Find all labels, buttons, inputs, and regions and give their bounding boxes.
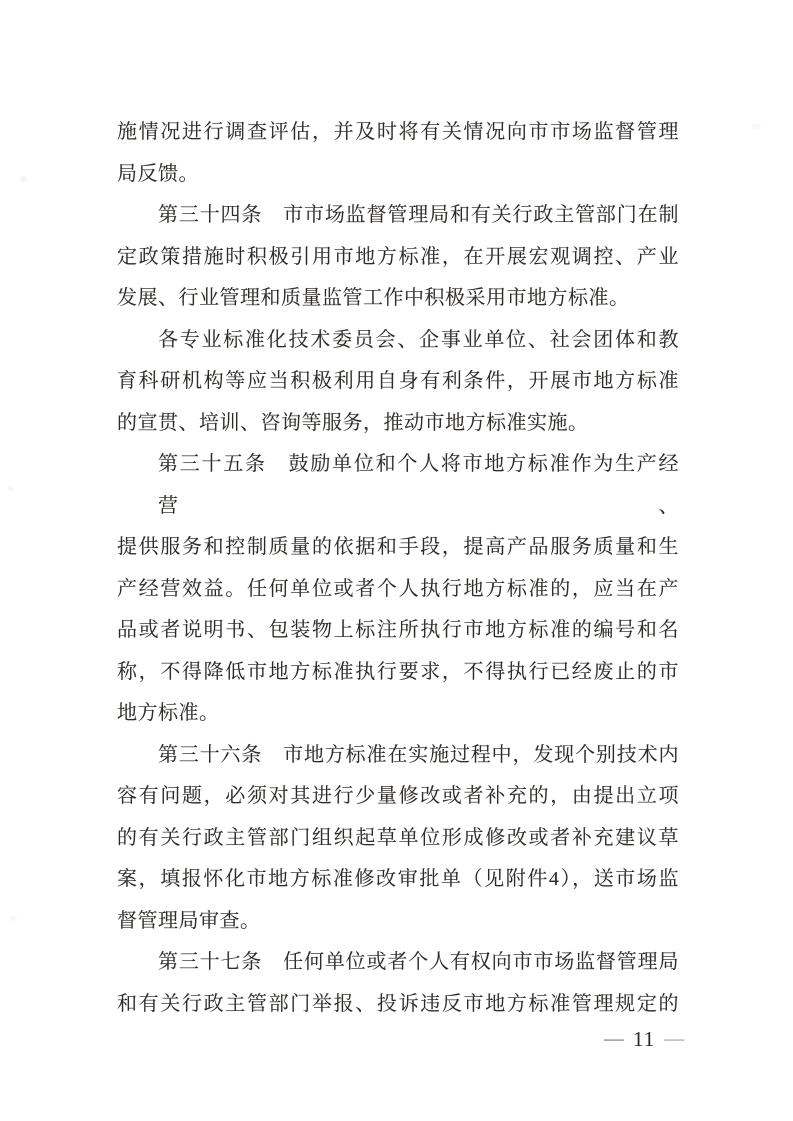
text-line: 各专业标准化技术委员会、企事业单位、社会团体和教 [158,328,679,351]
text-line: 产经营效益。任何单位或者个人执行地方标准的，应当在产 [117,577,679,600]
text-line: 提供服务和控制质量的依据和手段，提高产品服务质量和生 [117,536,679,558]
scan-artifact [20,176,27,182]
text-line: 第三十五条 鼓励单位和个人将市地方标准作为生产经营、 [158,453,679,517]
text-line: 容有问题，必须对其进行少量修改或者补充的，由提出立项 [117,785,679,807]
scan-artifact [10,916,17,921]
footer-dash-right: — [664,1029,685,1049]
text-line: 称，不得降低市地方标准执行要求，不得执行已经废止的市 [117,660,679,683]
text-line: 育科研机构等应当积极利用自身有利条件，开展市地方标准 [117,370,679,392]
text-line: 第三十七条 任何单位或者个人有权向市市场监督管理局 [158,951,679,973]
text-line: 的有关行政主管部门组织起草单位形成修改或者补充建议草 [117,826,679,849]
scan-artifact [752,124,761,129]
page-number: 11 [633,1027,656,1051]
text-block [117,112,679,1025]
text-line: 地方标准。 [117,702,220,724]
footer-dash-left: — [604,1029,624,1049]
scan-artifact [8,486,14,491]
text-line: 施情况进行调查评估，并及时将有关情况向市市场监督管理 [117,121,679,143]
text-line: 第三十四条 市市场监督管理局和有关行政主管部门在制 [158,204,679,226]
text-line: 的宣贯、培训、咨询等服务，推动市地方标准实施。 [117,411,589,434]
page-footer [604,1027,684,1052]
text-line: 案，填报怀化市地方标准修改审批单（见附件4），送市场监 [117,868,679,890]
text-line: 和有关行政主管部门举报、投诉违反市地方标准管理规定的 [117,992,679,1015]
text-line: 第三十六条 市地方标准在实施过程中，发现个别技术内 [158,743,679,766]
text-line: 发展、行业管理和质量监管工作中积极采用市地方标准。 [117,287,630,309]
text-line: 品或者说明书、包装物上标注所执行市地方标准的编号和名 [117,619,679,641]
text-line: 局反馈。 [117,162,199,185]
text-line: 督管理局审查。 [117,909,261,932]
text-line: 定政策措施时积极引用市地方标准，在开展宏观调控、产业 [117,245,679,268]
